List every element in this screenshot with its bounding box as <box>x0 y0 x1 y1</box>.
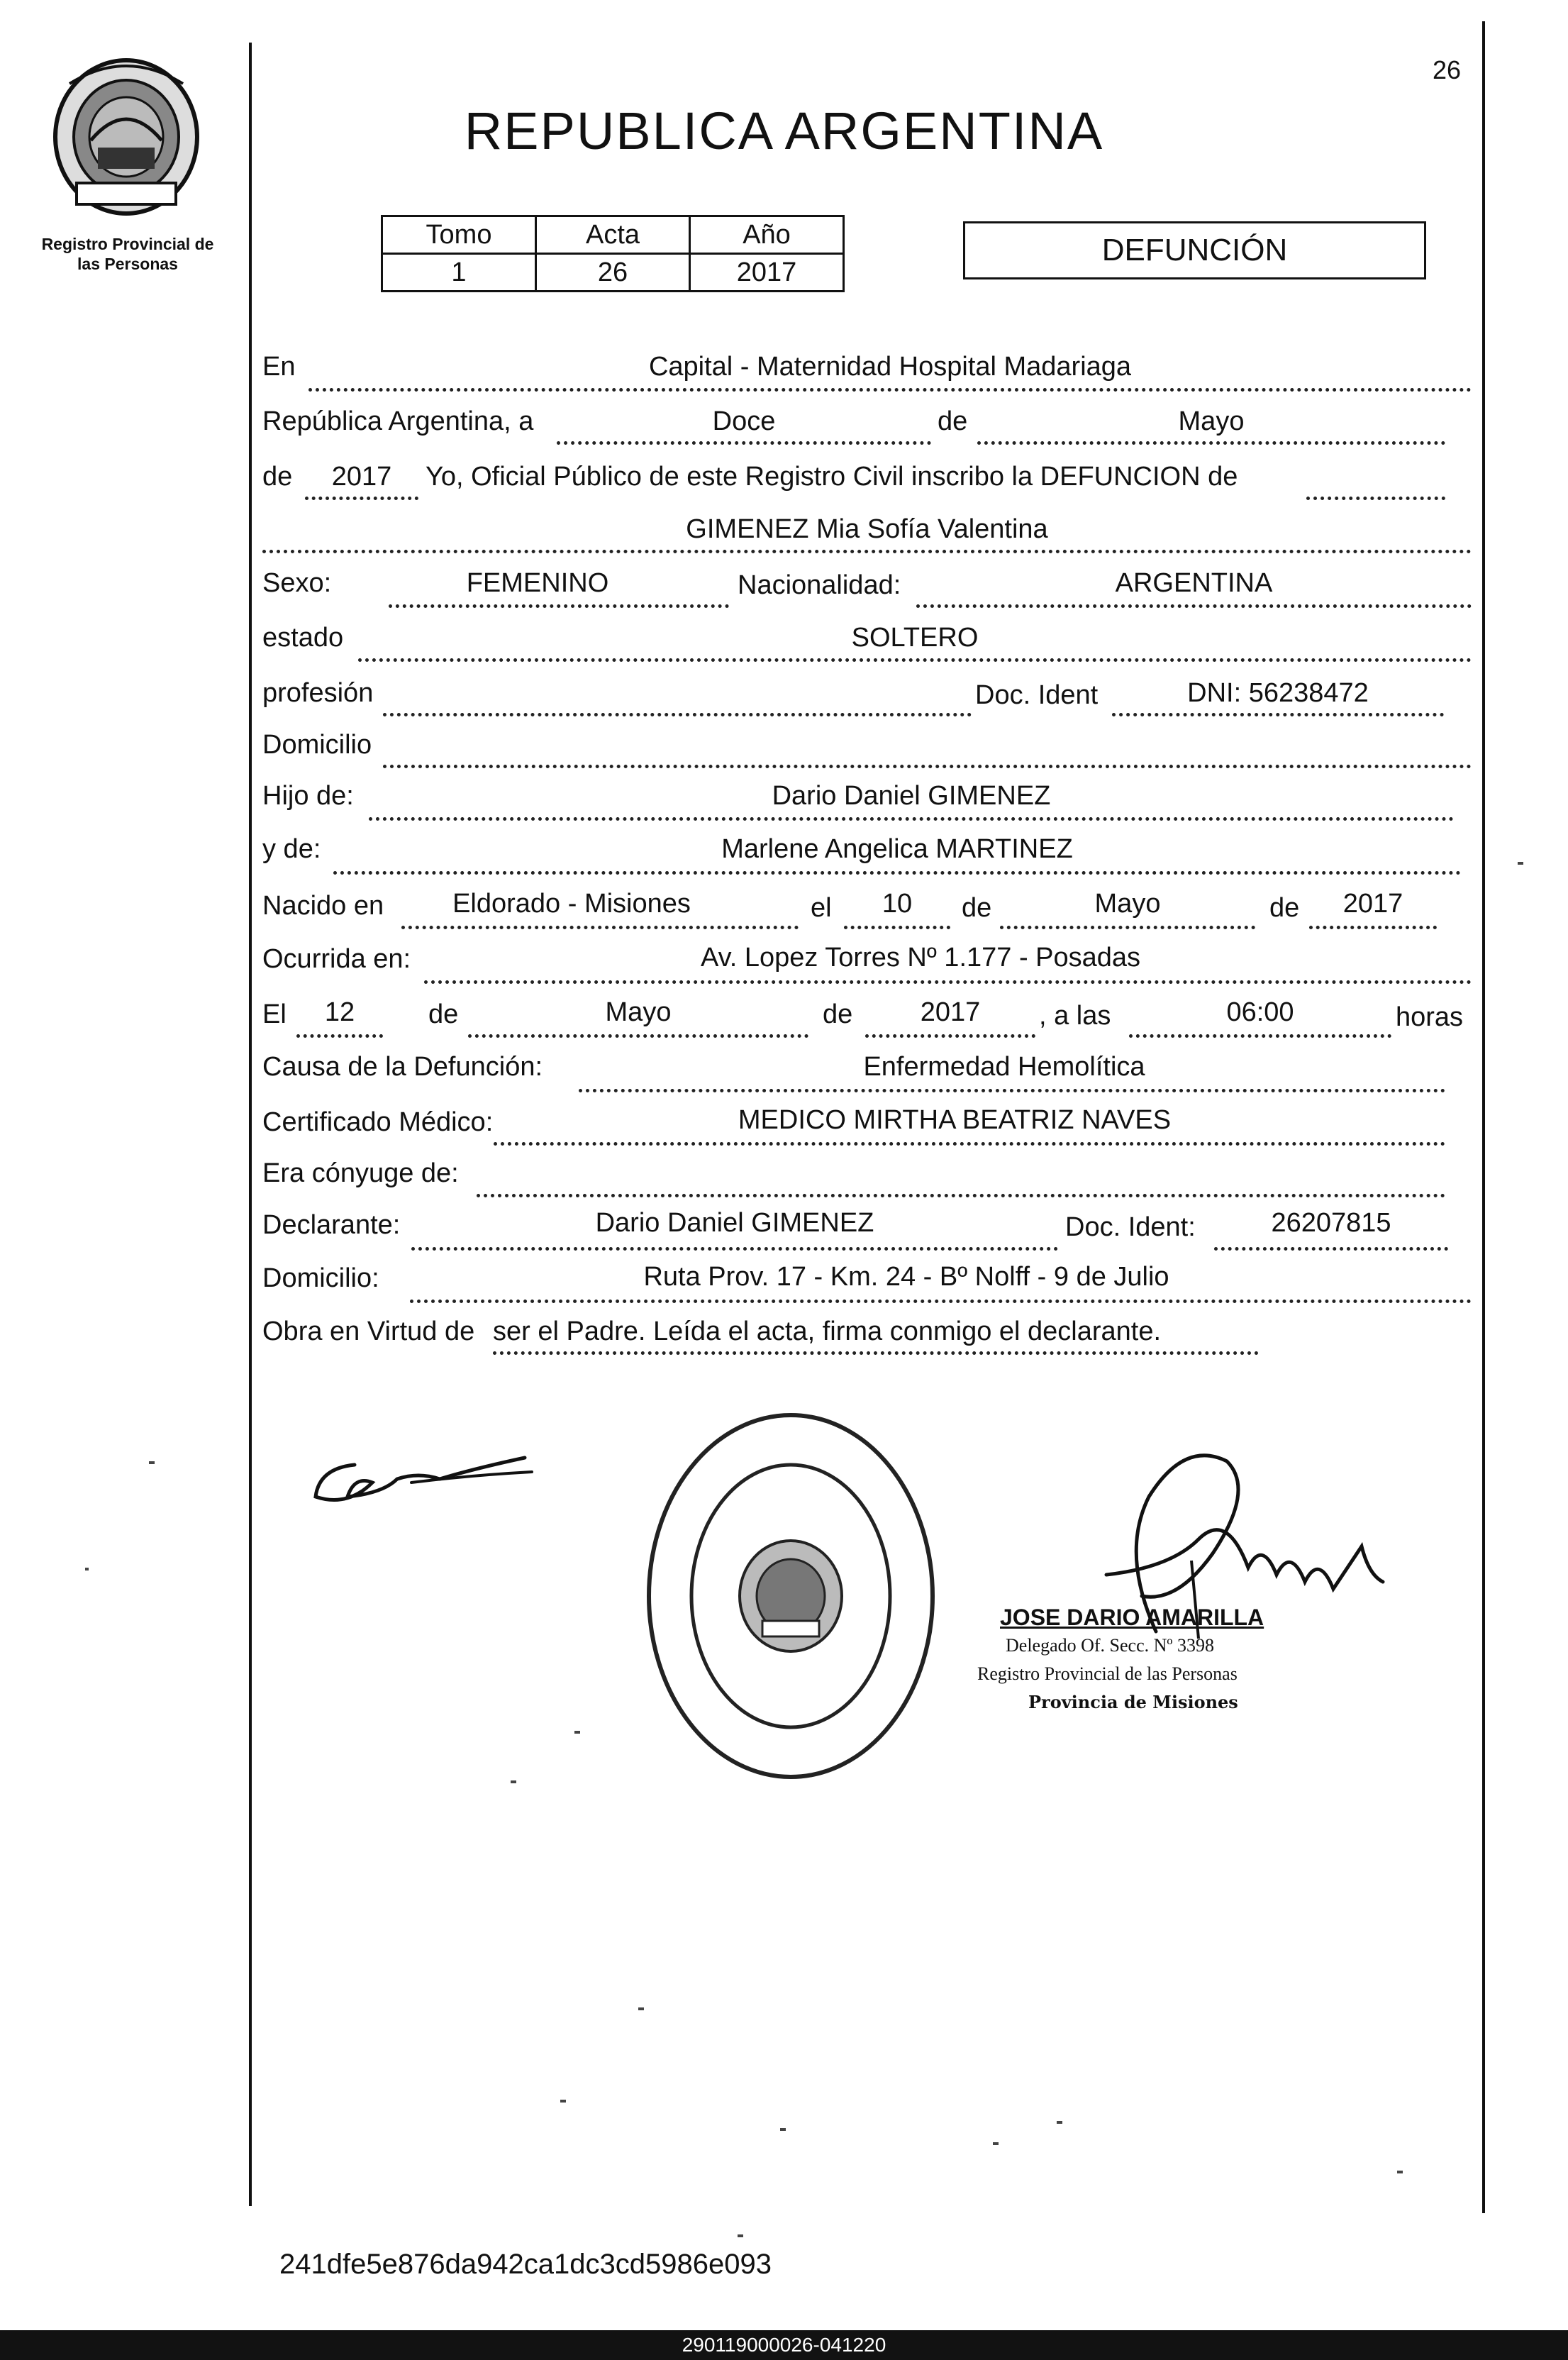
dotted-line <box>424 980 1472 984</box>
dotted-line <box>358 658 1472 662</box>
dotted-line <box>369 817 1454 821</box>
value-born-place: Eldorado - Misiones <box>452 889 691 919</box>
dotted-line <box>1000 926 1255 929</box>
value-day-words: Doce <box>712 406 776 436</box>
footer-code-bar <box>0 2330 1568 2360</box>
left-margin-line <box>249 43 252 2206</box>
dotted-line <box>579 1089 1445 1092</box>
dotted-line <box>916 604 1472 608</box>
dotted-line <box>383 765 1472 768</box>
dotted-line <box>411 1247 1058 1251</box>
dotted-line <box>308 388 1472 392</box>
dotted-line <box>410 1300 1472 1303</box>
value-declarant: Dario Daniel GIMENEZ <box>595 1208 874 1238</box>
scan-speck <box>511 1780 516 1783</box>
scan-speck <box>85 1568 89 1570</box>
dotted-line <box>383 713 972 716</box>
dotted-line <box>333 871 1461 875</box>
label-el: el <box>811 893 832 923</box>
label-hours: horas <box>1396 1002 1464 1032</box>
record-value-acta: 26 <box>536 254 690 292</box>
value-death-month: Mayo <box>605 997 672 1027</box>
scan-speck <box>993 2142 999 2145</box>
record-header-tomo: Tomo <box>382 216 536 254</box>
value-death-time: 06:00 <box>1226 997 1294 1027</box>
officer-province: Provincia de Misiones <box>1028 1692 1238 1712</box>
scan-speck <box>560 2100 566 2103</box>
scan-speck <box>149 1461 155 1464</box>
value-born-year: 2017 <box>1342 889 1403 919</box>
label-closing: Obra en Virtud de <box>262 1317 475 1346</box>
label-born: Nacido en <box>262 891 384 921</box>
value-sex: FEMENINO <box>466 568 609 598</box>
value-cause: Enfermedad Hemolítica <box>863 1052 1145 1082</box>
label-certificate: Certificado Médico: <box>262 1107 494 1137</box>
dotted-line <box>494 1142 1445 1146</box>
dotted-line <box>477 1194 1445 1197</box>
registry-name-line1: Registro Provincial de <box>41 235 214 253</box>
record-type-box: DEFUNCIÓN <box>963 221 1426 279</box>
scan-speck <box>1057 2121 1062 2124</box>
right-margin-line <box>1482 21 1485 2213</box>
scan-speck <box>780 2128 786 2131</box>
label-cause: Causa de la Defunción: <box>262 1052 543 1082</box>
scan-speck <box>574 1731 580 1734</box>
label-father: Hijo de: <box>262 781 354 811</box>
value-death-year: 2017 <box>920 997 981 1027</box>
label-sex: Sexo: <box>262 568 332 598</box>
record-header-anio: Año <box>690 216 844 254</box>
registry-name-line2: las Personas <box>77 255 178 273</box>
scan-speck <box>1518 862 1523 865</box>
dotted-line <box>557 441 931 445</box>
value-declarant-domicile: Ruta Prov. 17 - Km. 24 - Bº Nolff - 9 de Julio <box>643 1262 1169 1292</box>
page-title: REPUBLICA ARGENTINA <box>464 101 1104 160</box>
label-doc: Doc. Ident <box>975 680 1099 710</box>
scan-speck <box>738 2234 743 2237</box>
value-month: Mayo <box>1178 406 1245 436</box>
declarant-signature <box>305 1440 546 1525</box>
dotted-line <box>1214 1247 1448 1251</box>
value-born-day: 10 <box>882 889 913 919</box>
dotted-line <box>1306 497 1445 500</box>
dotted-line <box>844 926 950 929</box>
value-occurred-place: Av. Lopez Torres Nº 1.177 - Posadas <box>700 943 1141 973</box>
dotted-line <box>296 1034 383 1038</box>
value-place: Capital - Maternidad Hospital Madariaga <box>648 352 1132 382</box>
officer-name: JOSE DARIO AMARILLA <box>1000 1605 1264 1630</box>
value-deceased-name: GIMENEZ Mia Sofía Valentina <box>686 514 1048 544</box>
registry-name <box>21 234 234 274</box>
dotted-line <box>305 497 418 500</box>
closing-text: ser el Padre. Leída el acta, firma conmigo el declarante. <box>493 1317 1162 1346</box>
dotted-line <box>262 550 1472 553</box>
dotted-line <box>865 1034 1035 1038</box>
label-domicile: Domicilio <box>262 730 372 760</box>
scan-speck <box>638 2007 644 2010</box>
officer-registry: Registro Provincial de las Personas <box>977 1663 1238 1684</box>
label-mother: y de: <box>262 834 321 864</box>
label-declarant: Declarante: <box>262 1210 401 1240</box>
inscription-text: Yo, Oficial Público de este Registro Civil inscribo la DEFUNCION de <box>426 462 1238 492</box>
document-hash: 241dfe5e876da942ca1dc3cd5986e093 <box>279 2249 772 2280</box>
label-civil-status: estado <box>262 623 344 653</box>
label-spouse: Era cónyuge de: <box>262 1158 459 1188</box>
label-de: de <box>428 999 459 1029</box>
record-table <box>381 215 845 292</box>
dotted-line <box>1129 1034 1391 1038</box>
scan-speck <box>1397 2171 1403 2173</box>
label-occurred: Ocurrida en: <box>262 944 411 974</box>
dotted-line <box>977 441 1445 445</box>
value-civil-status: SOLTERO <box>851 623 979 653</box>
label-de: de <box>823 999 853 1029</box>
officer-title: Delegado Of. Secc. Nº 3398 <box>1006 1635 1214 1656</box>
value-declarant-doc: 26207815 <box>1271 1208 1391 1238</box>
dotted-line <box>1309 926 1437 929</box>
footer-code: 290119000026-041220 <box>682 2334 886 2356</box>
dotted-line <box>468 1034 808 1038</box>
value-doc: DNI: 56238472 <box>1187 678 1369 708</box>
label-date-intro: República Argentina, a <box>262 406 534 436</box>
label-declarant-doc: Doc. Ident: <box>1065 1212 1196 1242</box>
record-value-tomo: 1 <box>382 254 536 292</box>
label-de: de <box>962 893 992 923</box>
label-at: , a las <box>1039 1001 1111 1031</box>
label-nationality: Nacionalidad: <box>738 570 901 600</box>
record-header-acta: Acta <box>536 216 690 254</box>
label-el: El <box>262 999 287 1029</box>
label-de: de <box>1269 893 1300 923</box>
value-certificate: MEDICO MIRTHA BEATRIZ NAVES <box>738 1105 1172 1135</box>
dotted-line <box>401 926 799 929</box>
record-value-anio: 2017 <box>690 254 844 292</box>
label-de: de <box>938 406 968 436</box>
value-born-month: Mayo <box>1094 889 1161 919</box>
value-death-day: 12 <box>324 997 355 1027</box>
label-declarant-domicile: Domicilio: <box>262 1263 379 1293</box>
official-seal <box>642 1408 940 1784</box>
dotted-line <box>389 604 729 608</box>
value-mother: Marlene Angelica MARTINEZ <box>721 834 1073 864</box>
value-father: Dario Daniel GIMENEZ <box>772 781 1051 811</box>
label-de: de <box>262 462 293 492</box>
value-nationality: ARGENTINA <box>1115 568 1273 598</box>
label-profession: profesión <box>262 678 374 708</box>
dotted-line <box>1112 713 1444 716</box>
page-number: 26 <box>1433 55 1462 84</box>
label-en: En <box>262 352 296 382</box>
dotted-line <box>493 1351 1259 1355</box>
value-year: 2017 <box>331 462 392 492</box>
